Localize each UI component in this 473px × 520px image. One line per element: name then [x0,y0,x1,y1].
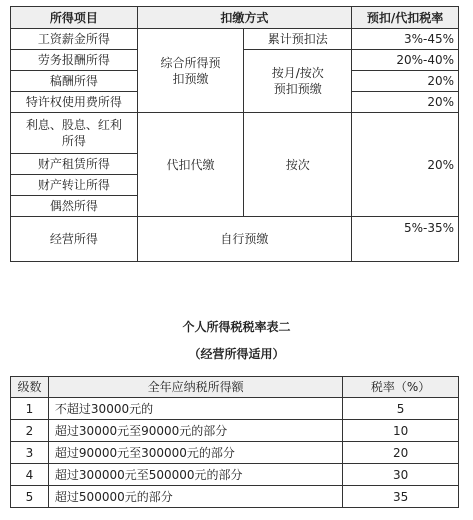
table-row [11,398,459,420]
rate-franchise: 20% [352,92,459,113]
item-incidental: 偶然所得 [11,196,138,217]
item-interest: 利息、股息、红利所得 [11,113,138,154]
level-cell: 4 [11,464,49,486]
rate-group: 20% [352,113,459,217]
table-row [11,464,459,486]
rate-labor: 20%-40% [352,50,459,71]
income-cell: 超过90000元至300000元的部分 [48,442,342,464]
withholding-rate-table [10,6,459,262]
rate-royalty: 20% [352,71,459,92]
item-business: 经营所得 [11,217,138,262]
level-cell: 5 [11,486,49,508]
rate-cell: 20 [343,442,459,464]
income-cell: 不超过30000元的 [48,398,342,420]
header-rate: 预扣/代扣税率 [352,7,459,29]
table-row [11,442,459,464]
method-monthly: 按月/按次预扣预缴 [244,50,352,113]
level-cell: 2 [11,420,49,442]
item-labor: 劳务报酬所得 [11,50,138,71]
rate-cell: 30 [343,464,459,486]
table-row [11,29,459,50]
rate-cell: 10 [343,420,459,442]
item-transfer: 财产转让所得 [11,175,138,196]
method-cumulative: 累计预扣法 [244,29,352,50]
rate-cell: 35 [343,486,459,508]
method-withholding: 代扣代缴 [137,113,244,217]
table-subtitle: （经营所得适用） [188,347,285,361]
rate-business: 5%-35% [352,217,459,262]
rate-cell: 5 [343,398,459,420]
method-per-time: 按次 [244,113,352,217]
income-cell: 超过500000元的部分 [48,486,342,508]
table-header-row [11,7,459,29]
method-self: 自行预缴 [137,217,352,262]
header-tax-rate: 税率（%） [343,377,459,398]
table-row [11,217,459,262]
header-taxable-income: 全年应纳税所得额 [48,377,342,398]
level-cell: 1 [11,398,49,420]
table-header-row [11,377,459,398]
level-cell: 3 [11,442,49,464]
method-comprehensive: 综合所得预扣预缴 [137,29,244,113]
table-row [11,113,459,154]
business-income-rate-table [10,376,459,508]
item-royalty: 稿酬所得 [11,71,138,92]
item-wages: 工资薪金所得 [11,29,138,50]
income-cell: 超过300000元至500000元的部分 [48,464,342,486]
header-withholding-method: 扣缴方式 [137,7,352,29]
item-lease: 财产租赁所得 [11,154,138,175]
table-row [11,486,459,508]
income-cell: 超过30000元至90000元的部分 [48,420,342,442]
header-level: 级数 [11,377,49,398]
rate-wages: 3%-45% [352,29,459,50]
table-title: 个人所得税税率表二 [182,320,291,334]
header-income-item: 所得项目 [11,7,138,29]
item-franchise: 特许权使用费所得 [11,92,138,113]
table-row [11,420,459,442]
